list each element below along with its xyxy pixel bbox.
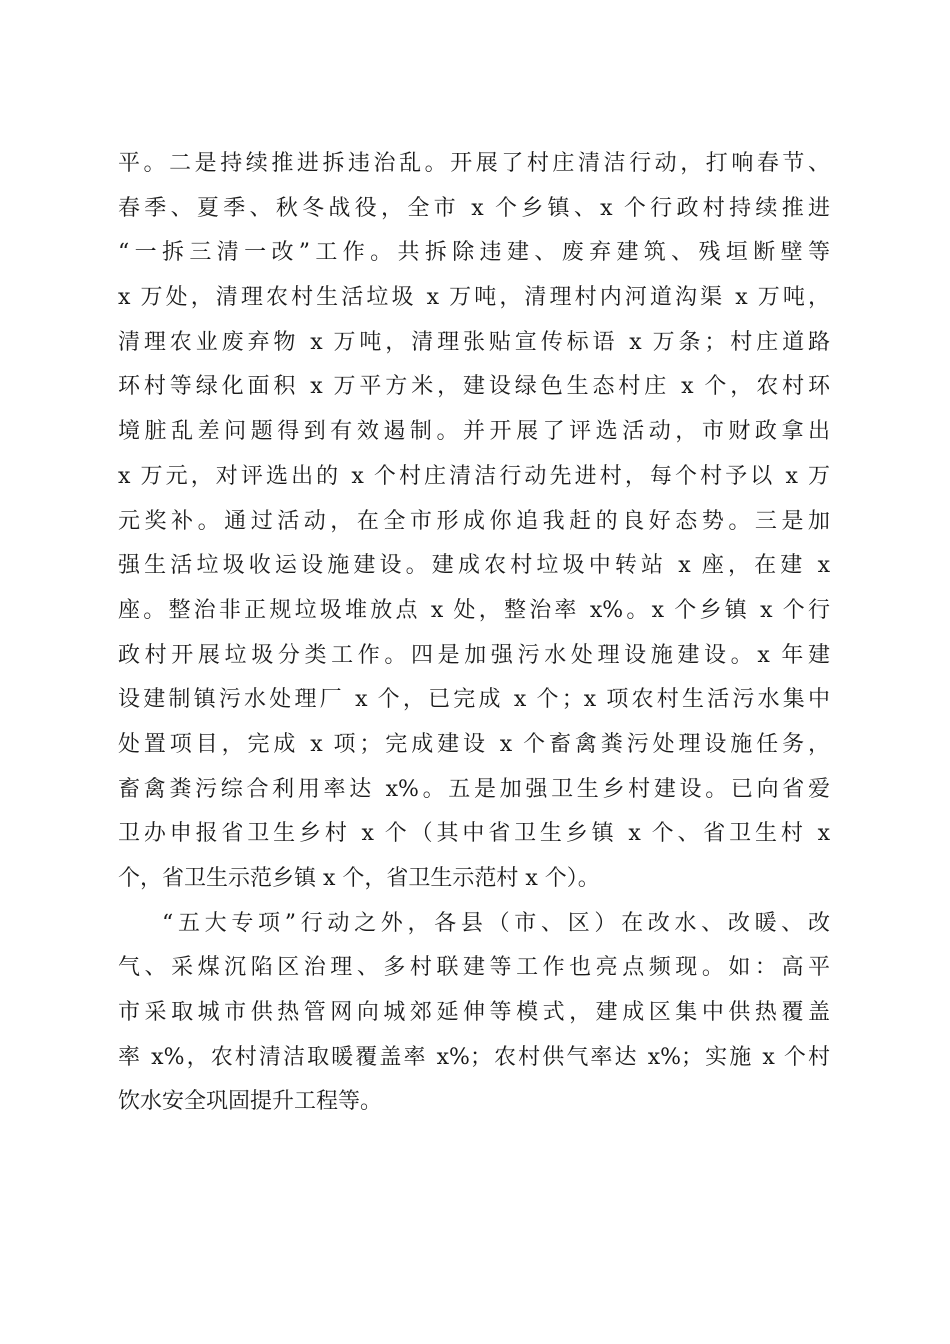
paragraph-line: 平。二是持续推进拆违治乱。开展了村庄清洁行动，打响春节、 [118,151,830,176]
paragraph-line: 个，省卫生示范乡镇 x 个，省卫生示范村 x 个）。 [118,866,600,891]
paragraph-line: 清理农业废弃物 x 万吨，清理张贴宣传标语 x 万条；村庄道路 [118,329,830,355]
paragraph-line: 座。整治非正规垃圾堆放点 x 处，整治率 x%。x 个乡镇 x 个行 [118,597,830,623]
paragraph-line: 畜禽粪污综合利用率达 x%。五是加强卫生乡村建设。已向省爱 [118,776,830,802]
paragraph-1 [118,142,830,902]
paragraph-line: 境脏乱差问题得到有效遏制。并开展了评选活动，市财政拿出 [118,419,830,445]
paragraph-line: 处置项目，完成 x 项；完成建设 x 个畜禽粪污处理设施任务， [118,731,830,757]
paragraph-line: 环村等绿化面积 x 万平方米，建设绿色生态村庄 x 个，农村环 [118,374,830,400]
paragraph-line: 元奖补。通过活动，在全市形成你追我赶的良好态势。三是加 [118,508,830,534]
paragraph-2 [118,902,830,1125]
paragraph-line: 春季、夏季、秋冬战役，全市 x 个乡镇、x 个行政村持续推进 [118,195,830,221]
paragraph-line: “一拆三清一改”工作。共拆除违建、废弃建筑、残垣断壁等 [118,240,830,266]
paragraph-line: “五大专项”行动之外，各县（市、区）在改水、改暖、改 [162,910,830,936]
paragraph-line: 政村开展垃圾分类工作。四是加强污水处理设施建设。x 年建 [118,642,830,668]
paragraph-line: 市采取城市供热管网向城郊延伸等模式，建成区集中供热覆盖 [118,1000,830,1026]
paragraph-line: 气、采煤沉陷区治理、多村联建等工作也亮点频现。如：高平 [118,955,830,981]
document-body [118,142,830,1125]
paragraph-line: x 万处，清理农村生活垃圾 x 万吨，清理村内河道沟渠 x 万吨， [118,285,830,311]
paragraph-line: 强生活垃圾收运设施建设。建成农村垃圾中转站 x 座，在建 x [118,553,830,579]
paragraph-line: 卫办申报省卫生乡村 x 个（其中省卫生乡镇 x 个、省卫生村 x [118,821,830,847]
paragraph-line: x 万元，对评选出的 x 个村庄清洁行动先进村，每个村予以 x 万 [118,463,830,489]
paragraph-line: 饮水安全巩固提升工程等。 [118,1089,383,1115]
paragraph-line: 率 x%，农村清洁取暖覆盖率 x%；农村供气率达 x%；实施 x 个村 [118,1044,830,1070]
paragraph-line: 设建制镇污水处理厂 x 个，已完成 x 个；x 项农村生活污水集中 [118,687,830,713]
